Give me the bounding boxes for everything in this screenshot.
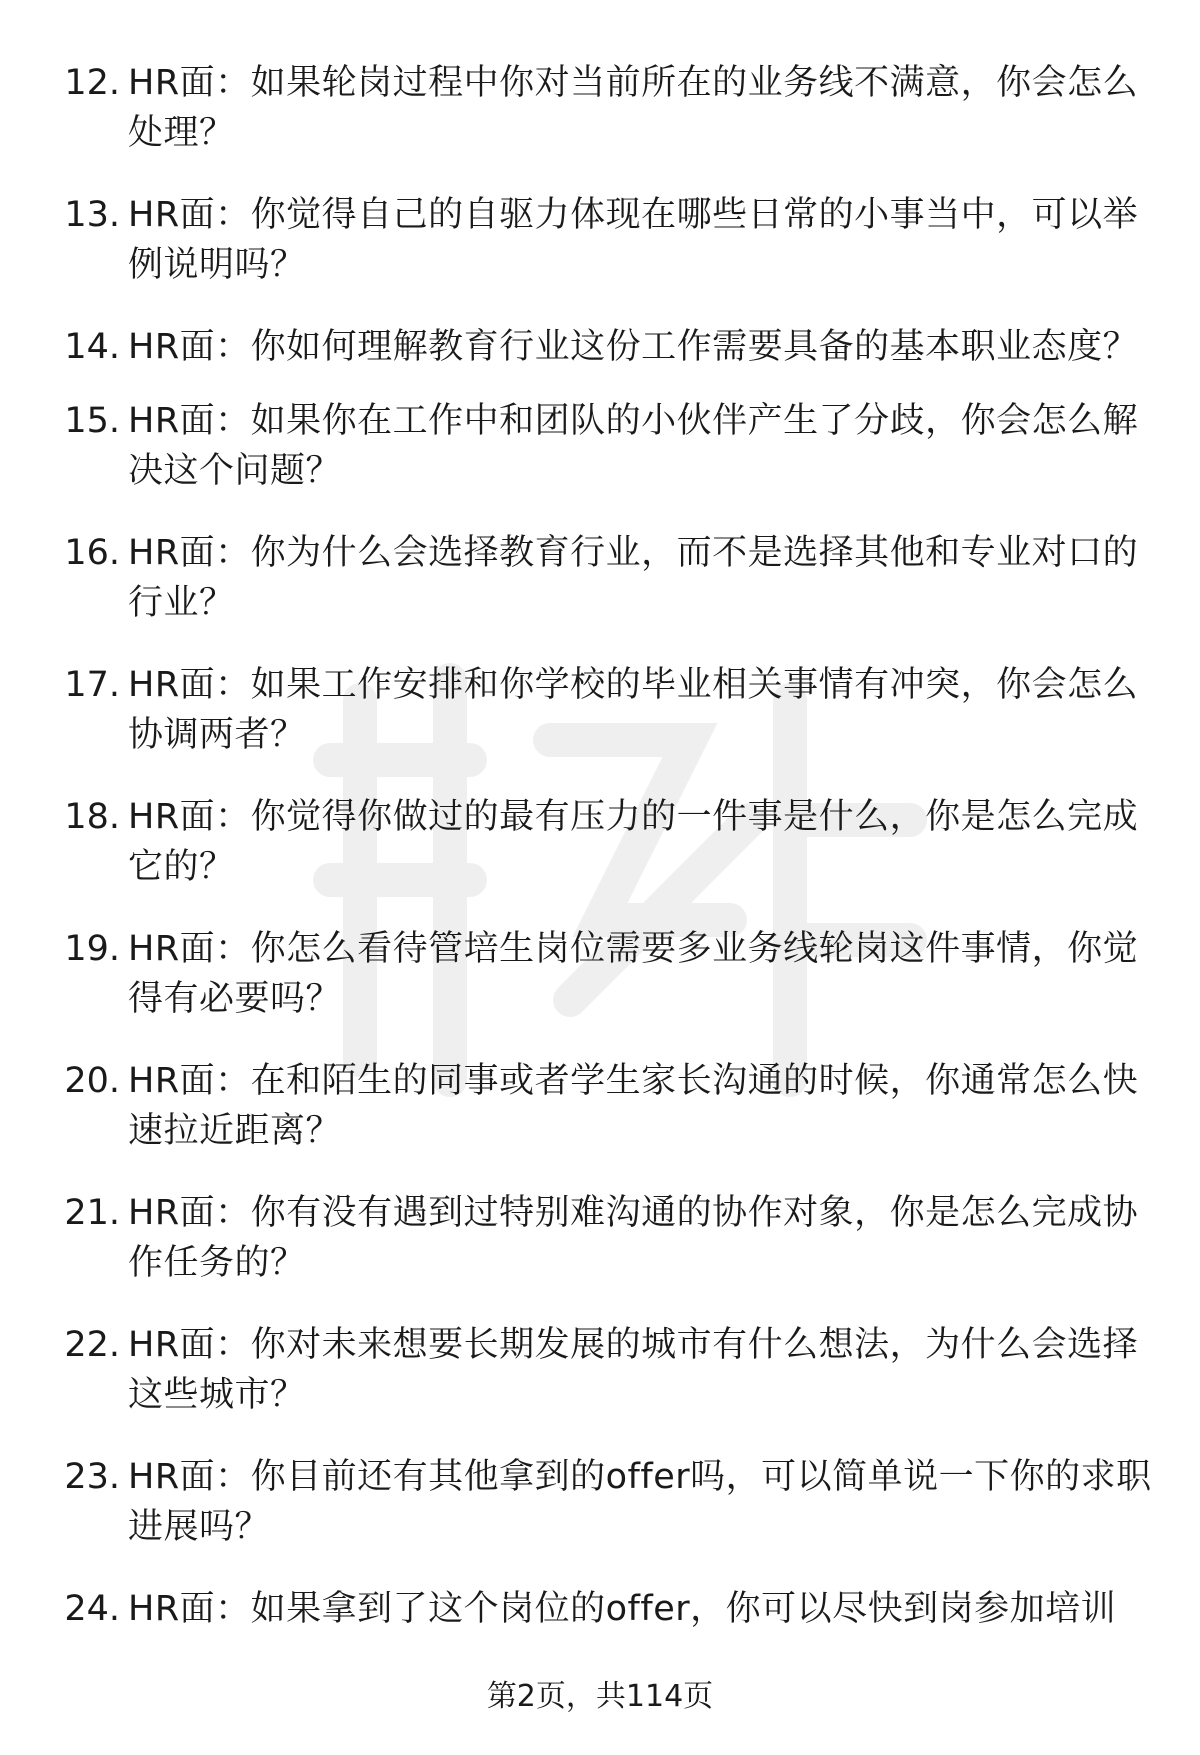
question-number: 19. <box>64 929 120 969</box>
question-text: HR面：你为什么会选择教育行业，而不是选择其他和专业对口的行业？ <box>128 533 1139 623</box>
question-text: HR面：你觉得自己的自驱力体现在哪些日常的小事当中，可以举例说明吗？ <box>128 195 1139 285</box>
question-text: HR面：如果拿到了这个岗位的offer，你可以尽快到岗参加培训 <box>128 1589 1117 1629</box>
list-item <box>0 660 1200 758</box>
question-text: HR面：在和陌生的同事或者学生家长沟通的时候，你通常怎么快速拉近距离？ <box>128 1061 1139 1151</box>
question-text: HR面：如果轮岗过程中你对当前所在的业务线不满意，你会怎么处理？ <box>128 63 1139 153</box>
question-text: HR面：如果你在工作中和团队的小伙伴产生了分歧，你会怎么解决这个问题？ <box>128 401 1139 491</box>
list-item <box>0 322 1200 367</box>
question-text: HR面：你怎么看待管培生岗位需要多业务线轮岗这件事情，你觉得有必要吗？ <box>128 929 1139 1019</box>
question-text: HR面：你有没有遇到过特别难沟通的协作对象，你是怎么完成协作任务的？ <box>128 1193 1139 1283</box>
list-item <box>0 792 1200 890</box>
question-text: HR面：你目前还有其他拿到的offer吗，可以简单说一下你的求职进展吗？ <box>128 1457 1152 1547</box>
list-item <box>0 396 1200 494</box>
question-number: 23. <box>64 1457 120 1497</box>
list-item <box>0 924 1200 1022</box>
question-number: 14. <box>64 327 120 367</box>
question-text: HR面：如果工作安排和你学校的毕业相关事情有冲突，你会怎么协调两者？ <box>128 665 1139 755</box>
list-item <box>0 1320 1200 1418</box>
list-item <box>0 1056 1200 1154</box>
list-item <box>0 1452 1200 1550</box>
question-text: HR面：你觉得你做过的最有压力的一件事是什么，你是怎么完成它的？ <box>128 797 1139 887</box>
list-item <box>0 190 1200 288</box>
question-list <box>0 58 1200 1658</box>
question-number: 12. <box>64 63 120 103</box>
question-text: HR面：你对未来想要长期发展的城市有什么想法，为什么会选择这些城市？ <box>128 1325 1139 1415</box>
list-item <box>0 1584 1200 1629</box>
list-item <box>0 1188 1200 1286</box>
question-number: 22. <box>64 1325 120 1365</box>
question-number: 13. <box>64 195 120 235</box>
question-number: 21. <box>64 1193 120 1233</box>
question-text: HR面：你如何理解教育行业这份工作需要具备的基本职业态度？ <box>128 327 1139 367</box>
question-number: 16. <box>64 533 120 573</box>
question-number: 17. <box>64 665 120 705</box>
page-footer: 第2页，共114页 <box>486 1679 714 1714</box>
list-item <box>0 528 1200 626</box>
question-number: 18. <box>64 797 120 837</box>
question-number: 20. <box>64 1061 120 1101</box>
question-number: 24. <box>64 1589 120 1629</box>
question-number: 15. <box>64 401 120 441</box>
list-item <box>0 58 1200 156</box>
